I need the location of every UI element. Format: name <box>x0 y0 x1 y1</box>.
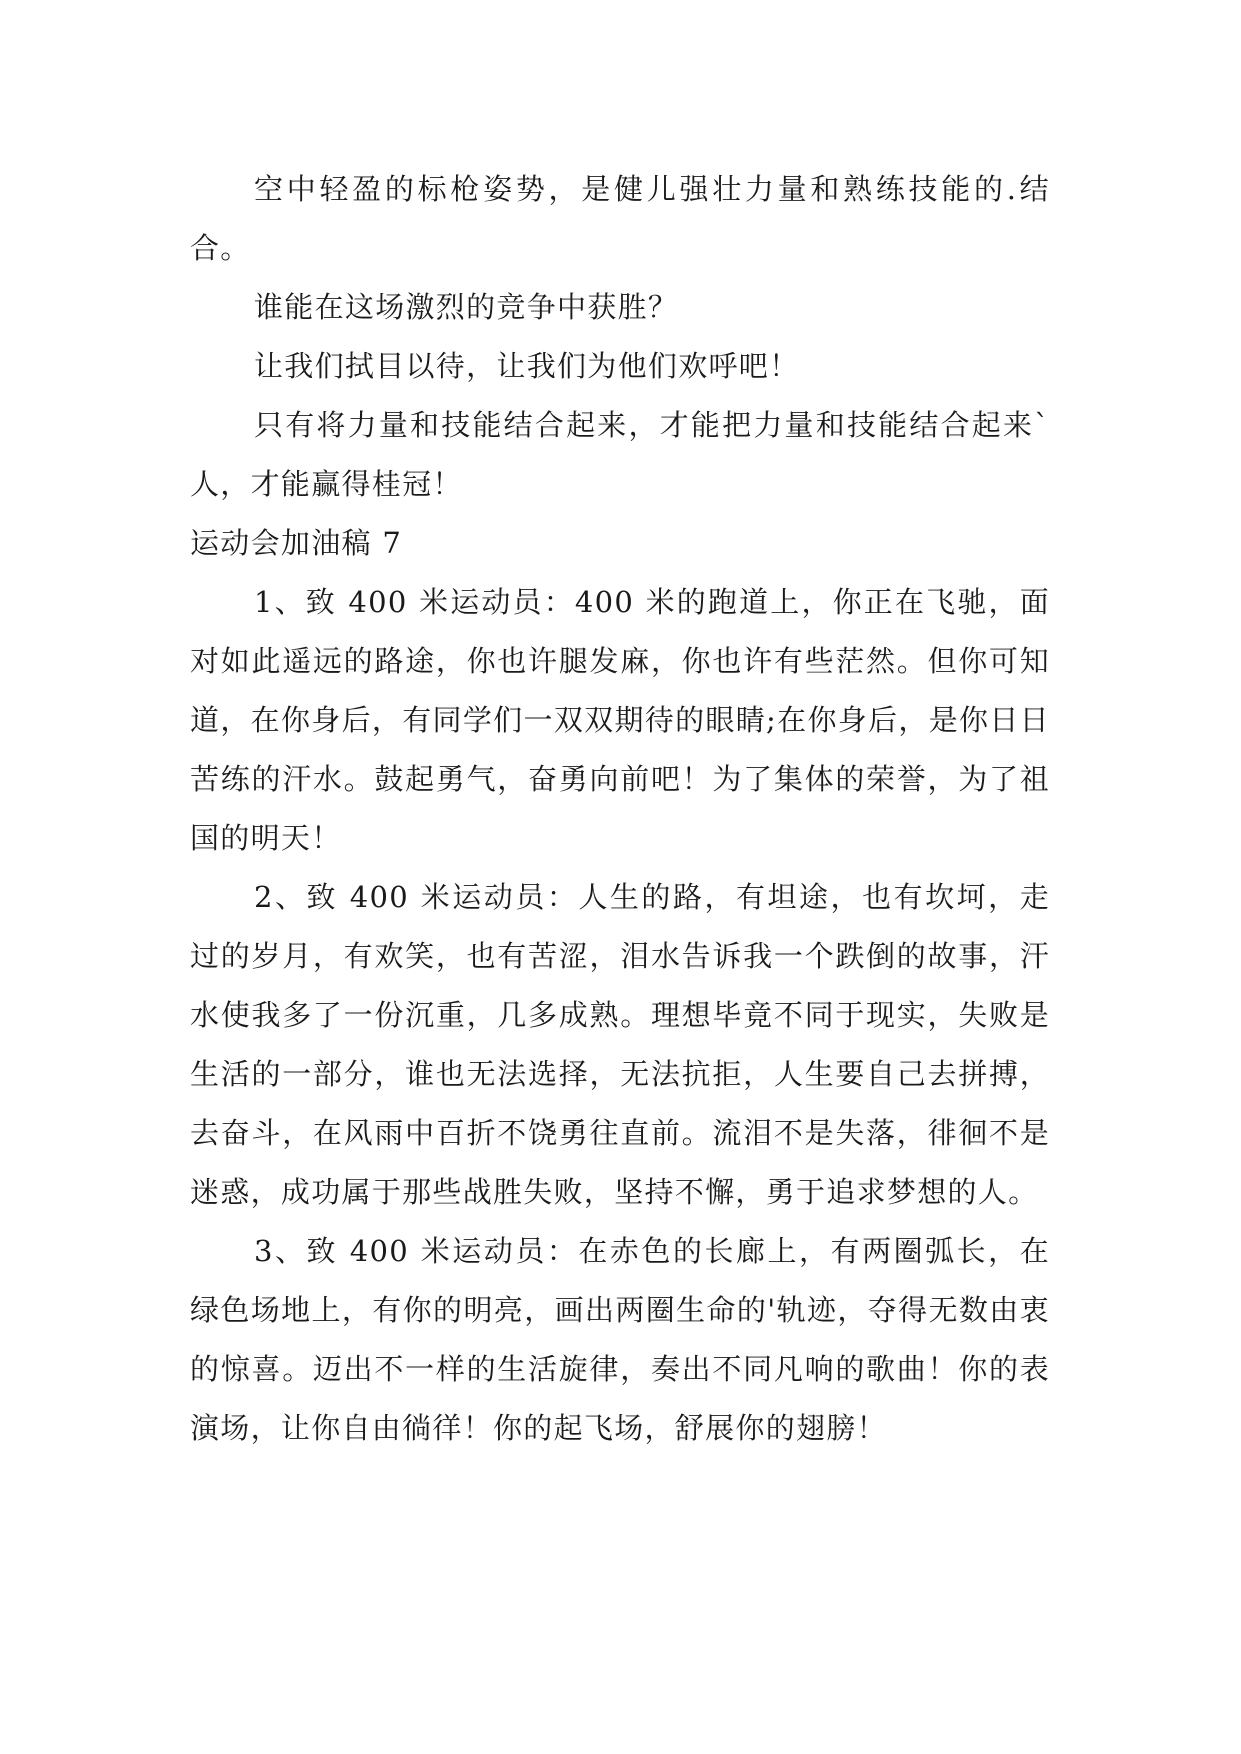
list-item: 1、致 400 米运动员：400 米的跑道上，你正在飞驰，面对如此遥远的路途，你也许腿发麻，你也许有些茫然。但你可知道，在你身后，有同学们一双双期待的眼睛;在你身后，是你日日苦练的汗水。鼓起勇气，奋勇向前吧！为了集体的荣誉，为了祖国的明天！ <box>190 585 1050 855</box>
paragraph-wait-and-cheer: 让我们拭目以待，让我们为他们欢呼吧！ <box>254 349 800 383</box>
document-body <box>190 160 1050 1458</box>
list-item: 3、致 400 米运动员：在赤色的长廊上，有两圈弧长，在绿色场地上，有你的明亮，画出两圈生命的'轨迹，夺得无数由衷的惊喜。迈出不一样的生活旋律，奏出不同凡响的歌曲！你的表演场，让你自由徜徉！你的起飞场，舒展你的翅膀！ <box>190 1234 1050 1445</box>
section-heading: 运动会加油稿 7 <box>190 526 403 560</box>
list-item: 2、致 400 米运动员：人生的路，有坦途，也有坎坷，走过的岁月，有欢笑，也有苦涩，泪水告诉我一个跌倒的故事，汗水使我多了一份沉重，几多成熟。理想毕竟不同于现实，失败是生活的一部分，谁也无法选择，无法抗拒，人生要自己去拼搏，去奋斗，在风雨中百折不饶勇往直前。流泪不是失落，徘徊不是迷惑，成功属于那些战胜失败，坚持不懈，勇于追求梦想的人。 <box>190 880 1050 1209</box>
paragraph-who-wins: 谁能在这场激烈的竞争中获胜？ <box>254 290 679 324</box>
paragraph-laurel: 只有将力量和技能结合起来，才能把力量和技能结合起来`人，才能赢得桂冠！ <box>190 408 1050 501</box>
paragraph-javelin: 空中轻盈的标枪姿势，是健儿强壮力量和熟练技能的.结合。 <box>190 172 1050 265</box>
